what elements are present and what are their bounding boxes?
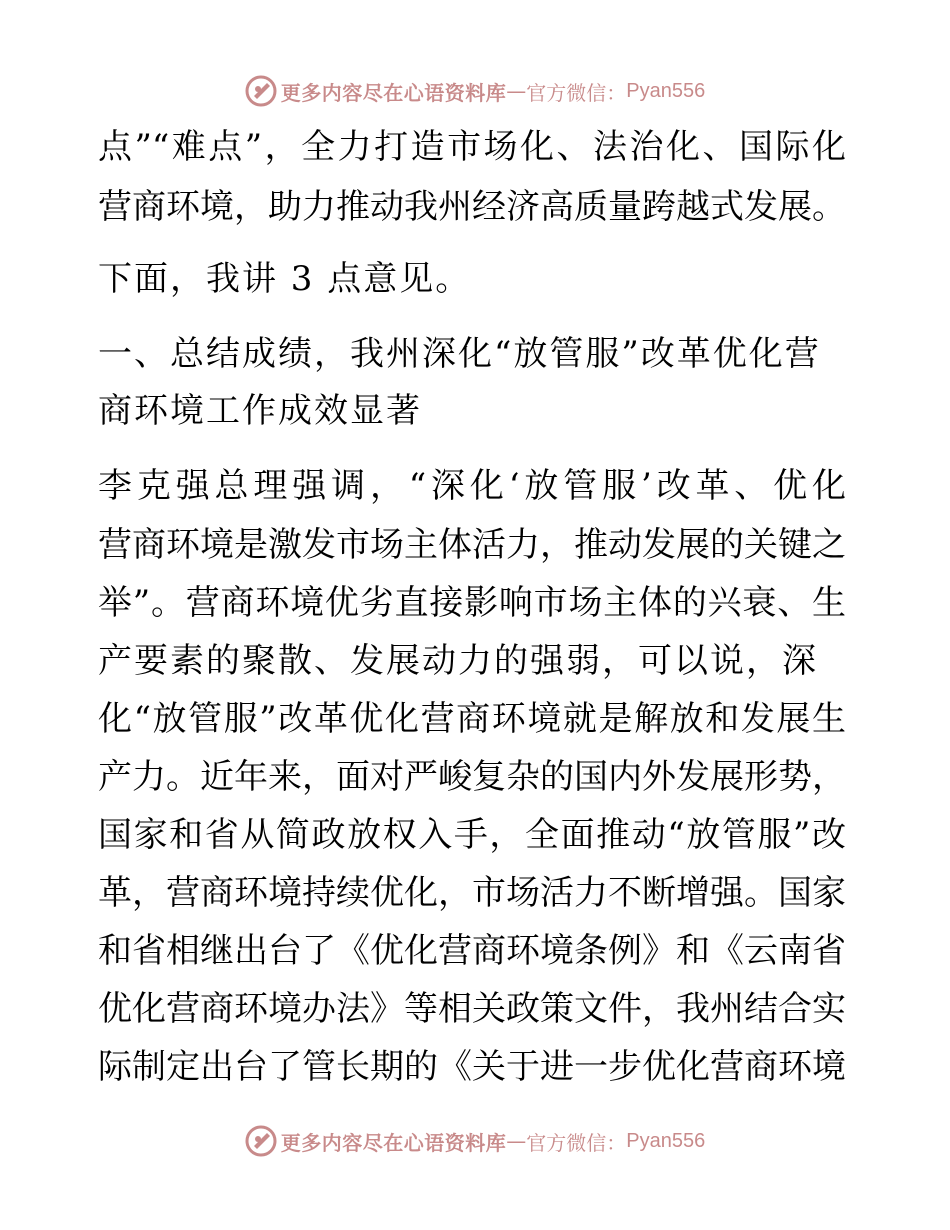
- section-heading-line-1: 一、总结成绩，我州深化“放管服”改革优化营: [98, 334, 821, 374]
- body-line-3: 下面，我讲 3 点意见。: [98, 259, 472, 299]
- banner-official-label: 官方微信：: [526, 80, 627, 105]
- body-line-9: 产要素的聚散、发展动力的强弱，可以说，深: [98, 641, 818, 681]
- banner-dash: —: [506, 1129, 527, 1153]
- body-line-10: 化“放管服”改革优化营商环境就是解放和发展生: [98, 699, 846, 739]
- body-line-8: 举”。营商环境优劣直接影响市场主体的兴衰、生: [98, 583, 846, 623]
- body-line-14: 和省相继出台了《优化营商环境条例》和《云南省: [98, 931, 846, 971]
- body-line-13: 革，营商环境持续优化，市场活力不断增强。国家: [98, 873, 846, 913]
- section-heading-line-2: 商环境工作成效显著: [98, 391, 422, 431]
- body-line-12: 国家和省从简政放权入手，全面推动“放管服”改: [98, 815, 846, 855]
- brand-logo-icon: [245, 1125, 277, 1157]
- banner-brand-text: 更多内容尽在心语资料库: [280, 80, 507, 105]
- body-line-16: 际制定出台了管长期的《关于进一步优化营商环境: [98, 1047, 846, 1087]
- footer-watermark-banner: [0, 1121, 950, 1161]
- body-line-6: 李克强总理强调，“深化‘放管服’改革、优化: [98, 466, 846, 506]
- banner-wechat-id: Pyan556: [626, 1129, 706, 1152]
- brand-logo-icon: [245, 75, 277, 107]
- body-line-7: 营商环境是激发市场主体活力，推动发展的关键之: [98, 525, 846, 565]
- banner-official-label: 官方微信：: [526, 1130, 627, 1155]
- banner-brand-text: 更多内容尽在心语资料库: [280, 1130, 507, 1155]
- banner-wechat-id: Pyan556: [626, 79, 706, 102]
- header-watermark-banner: [0, 71, 950, 111]
- body-line-15: 优化营商环境办法》等相关政策文件，我州结合实: [98, 989, 846, 1029]
- body-line-2: 营商环境，助力推动我州经济高质量跨越式发展。: [98, 187, 846, 227]
- banner-dash: —: [506, 79, 527, 103]
- body-line-11: 产力。近年来，面对严峻复杂的国内外发展形势，: [98, 757, 846, 797]
- body-line-1: 点”“难点”，全力打造市场化、法治化、国际化: [98, 127, 846, 167]
